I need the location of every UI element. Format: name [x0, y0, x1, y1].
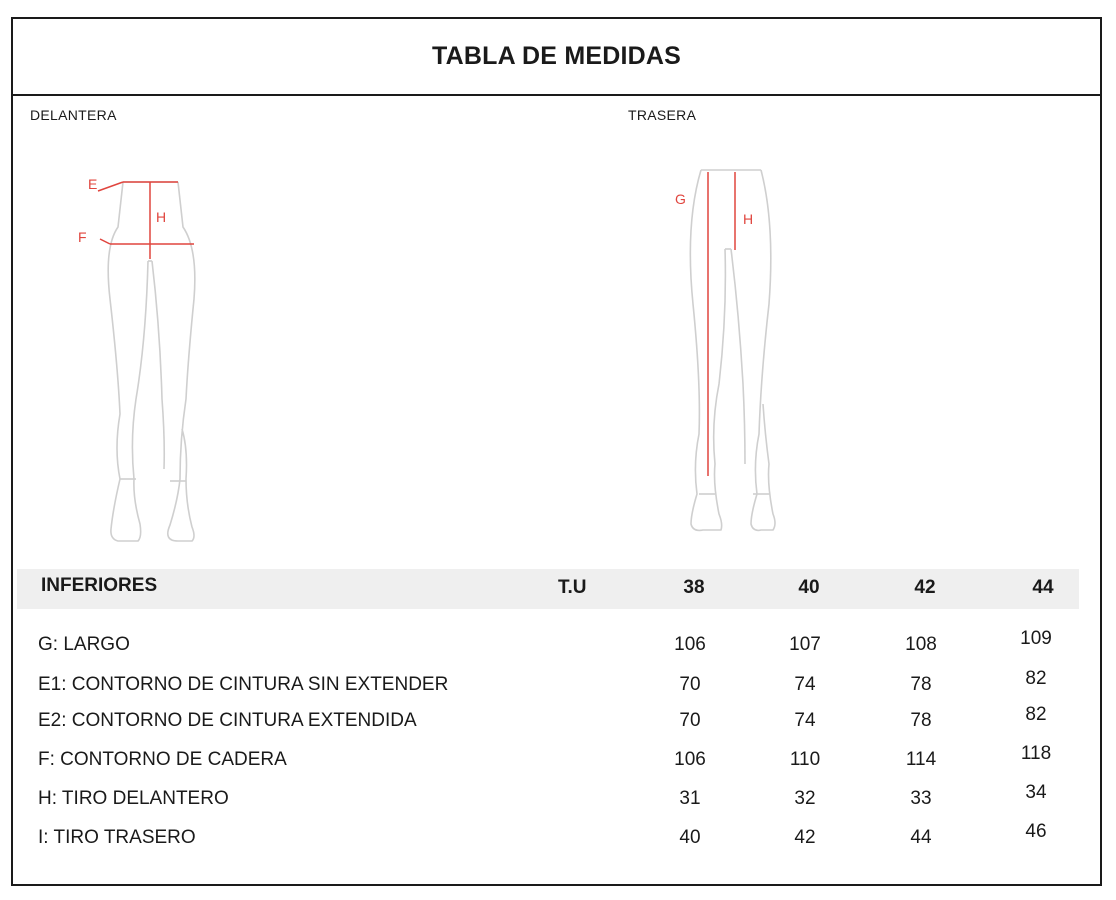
table-header: [17, 569, 1079, 609]
measure-value: 46: [1025, 821, 1047, 842]
measure-name: F: CONTORNO DE CADERA: [38, 749, 287, 770]
measure-value: 78: [910, 710, 932, 731]
table-row: [13, 743, 1100, 779]
measure-value: 32: [794, 788, 816, 809]
measure-value: 70: [679, 710, 701, 731]
front-view-label: DELANTERA: [30, 107, 117, 123]
measure-name: E1: CONTORNO DE CINTURA SIN EXTENDER: [38, 674, 449, 695]
size-header: 44: [1032, 577, 1054, 598]
measure-value: 106: [674, 634, 706, 655]
section-label: INFERIORES: [41, 575, 158, 596]
back-view-label: TRASERA: [628, 107, 697, 123]
measure-value: 34: [1025, 782, 1047, 803]
measure-name: I: TIRO TRASERO: [38, 827, 196, 848]
title-bar: [13, 19, 1100, 96]
size-header: 38: [683, 577, 705, 598]
measure-value: 74: [794, 710, 816, 731]
marker-f: F: [78, 229, 87, 245]
measure-value: 109: [1020, 628, 1052, 649]
size-header: 40: [798, 577, 820, 598]
measure-value: 107: [789, 634, 821, 655]
measure-value: 110: [789, 749, 821, 770]
table-row: [13, 782, 1100, 818]
marker-h-back: H: [743, 211, 754, 227]
front-leggings-illustration: [68, 169, 238, 569]
measure-value: 78: [910, 674, 932, 695]
measure-value: 108: [905, 634, 937, 655]
measure-value: 40: [679, 827, 701, 848]
measure-value: 106: [674, 749, 706, 770]
marker-h-front: H: [156, 209, 167, 225]
measure-value: 74: [794, 674, 816, 695]
table-row: [13, 704, 1100, 740]
table-row: [13, 668, 1100, 704]
marker-g: G: [675, 191, 686, 207]
measure-value: 70: [679, 674, 701, 695]
measure-value: 82: [1025, 668, 1047, 689]
measure-value: 114: [905, 749, 937, 770]
measure-value: 82: [1025, 704, 1047, 725]
unit-label: T.U: [558, 577, 587, 598]
measure-name: G: LARGO: [38, 634, 130, 655]
measure-name: E2: CONTORNO DE CINTURA EXTENDIDA: [38, 710, 417, 731]
marker-e: E: [88, 176, 98, 192]
back-leggings-illustration: [663, 164, 793, 554]
page-title: TABLA DE MEDIDAS: [431, 42, 682, 70]
measure-value: 42: [794, 827, 816, 848]
measure-name: H: TIRO DELANTERO: [38, 788, 229, 809]
table-row: [13, 628, 1100, 664]
size-header: 42: [914, 577, 936, 598]
measure-value: 33: [910, 788, 932, 809]
size-chart-frame: [11, 17, 1102, 886]
measure-value: 44: [910, 827, 932, 848]
table-row: [13, 821, 1100, 857]
measure-value: 118: [1020, 743, 1052, 764]
measure-value: 31: [679, 788, 701, 809]
